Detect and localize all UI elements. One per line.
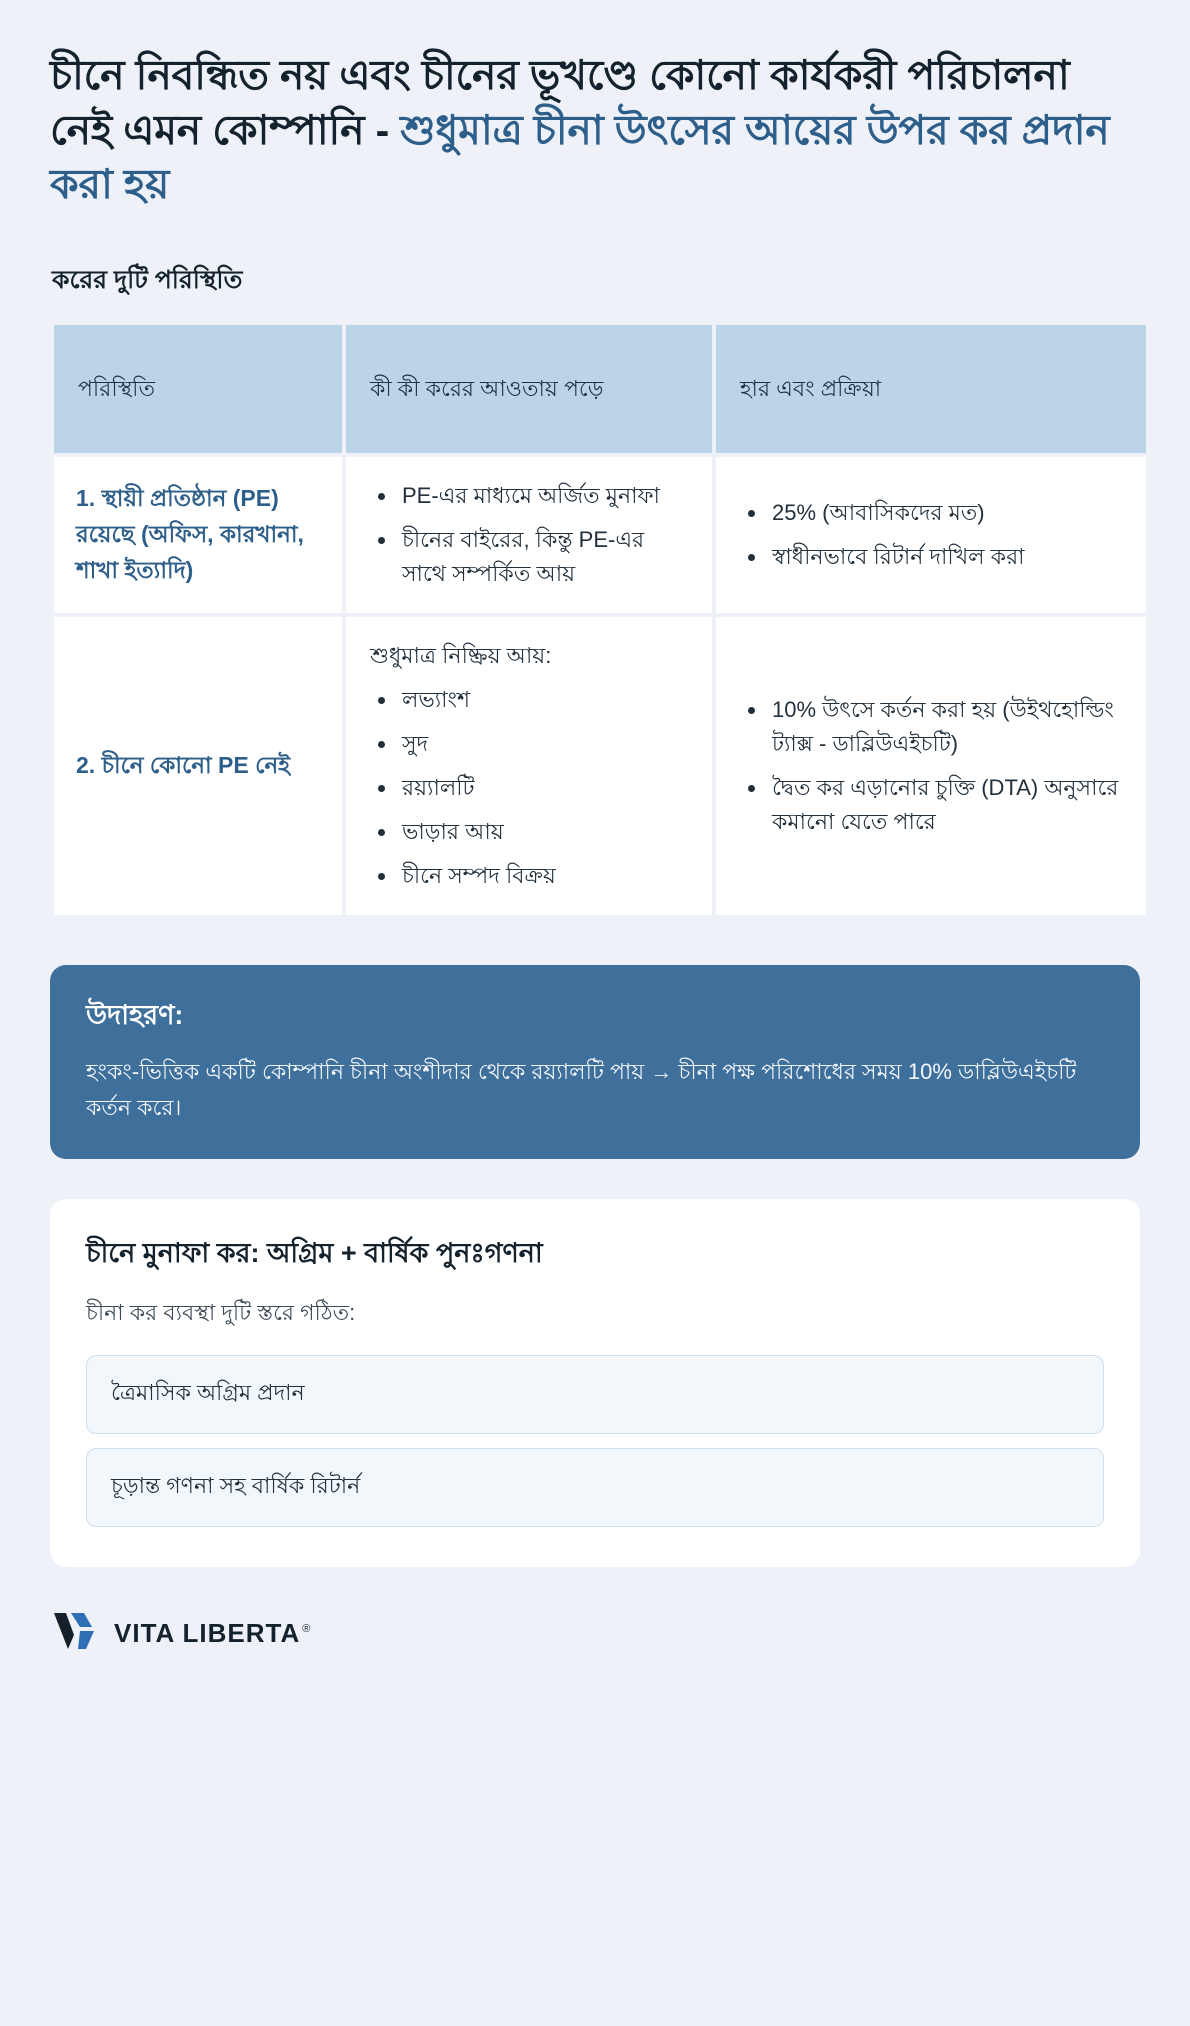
profit-tax-subtitle: চীনা কর ব্যবস্থা দুটি স্তরে গঠিত: bbox=[86, 1299, 356, 1325]
table-row bbox=[54, 617, 1146, 916]
footer-logo bbox=[50, 1611, 1140, 1656]
table-cell-scope-2 bbox=[346, 617, 712, 916]
table-cell-case-2 bbox=[54, 617, 342, 916]
step-item-annual: চূড়ান্ত গণনা সহ বার্ষিক রিটার্ন bbox=[86, 1448, 1104, 1527]
tax-scenarios-table bbox=[50, 321, 1150, 920]
list-item: • দ্বৈত কর এড়ানোর চুক্তি (DTA) অনুসারে কমানো যেতে পারে bbox=[768, 771, 1124, 839]
title-accent-line-1: শুধুমাত্র চীনা উৎসের আয়ের উপর কর প্রদান bbox=[400, 106, 1110, 153]
table-header-scope: কী কী করের আওতায় পড়ে bbox=[346, 325, 712, 453]
table-cell-case-1 bbox=[54, 457, 342, 613]
case-label-2: 2. চীনে কোনো PE নেই bbox=[76, 752, 291, 779]
list-item: • চীনের বাইরের, কিন্তু PE-এর সাথে সম্পর্কিত আয় bbox=[398, 523, 690, 591]
profit-tax-card bbox=[50, 1199, 1140, 1567]
table-header-row bbox=[54, 325, 1146, 453]
profit-tax-heading: চীনে মুনাফা কর: অগ্রিম + বার্ষিক পুনঃগণনা bbox=[86, 1237, 543, 1268]
list-item: • রয়্যালটি bbox=[398, 771, 690, 805]
list-item: • সুদ bbox=[398, 727, 690, 761]
example-callout bbox=[50, 965, 1140, 1158]
rate-list-1 bbox=[738, 496, 1124, 574]
step-item-quarterly: ত্রৈমাসিক অগ্রিম প্রদান bbox=[86, 1355, 1104, 1434]
brand-label: VITA LIBERTA bbox=[114, 1617, 301, 1648]
list-item: • 10% উৎসে কর্তন করা হয় (উইথহোল্ডিং ট্যাক্স - ডাব্লিউএইচটি) bbox=[768, 693, 1124, 761]
title-line-2: কার্যকরী পরিচালনা নেই এমন কোম্পানি - bbox=[50, 52, 1070, 153]
example-text: হংকং-ভিত্তিক একটি কোম্পানি চীনা অংশীদার থেকে রয়্যালটি পায় → চীনা পক্ষ পরিশোধের সময় 10% ডাব্লিউএইচটি কর্তন করে। bbox=[86, 1059, 1077, 1120]
list-item: • চীনে সম্পদ বিক্রয় bbox=[398, 859, 690, 893]
brand-name bbox=[114, 1618, 311, 1649]
scope-list-2 bbox=[368, 683, 690, 893]
vita-liberta-logo-icon bbox=[54, 1611, 100, 1656]
section-label: করের দুটি পরিস্থিতি bbox=[52, 265, 243, 294]
table-row bbox=[54, 457, 1146, 613]
trademark-symbol: ® bbox=[302, 1623, 312, 1636]
table-cell-rate-1 bbox=[716, 457, 1146, 613]
scope-lead-2: শুধুমাত্র নিষ্ক্রিয় আয়: bbox=[370, 642, 552, 668]
list-item: • ভাড়ার আয় bbox=[398, 815, 690, 849]
table-cell-scope-1 bbox=[346, 457, 712, 613]
scope-list-1 bbox=[368, 479, 690, 591]
title-line-1: চীনে নিবন্ধিত নয় এবং চীনের ভূখণ্ডে কোনো bbox=[50, 52, 759, 98]
list-item: • স্বাধীনভাবে রিটার্ন দাখিল করা bbox=[768, 540, 1124, 574]
table-header-rate: হার এবং প্রক্রিয়া bbox=[716, 325, 1146, 453]
list-item: • লভ্যাংশ bbox=[398, 683, 690, 717]
table-cell-rate-2 bbox=[716, 617, 1146, 916]
table-header-situation: পরিস্থিতি bbox=[54, 325, 342, 453]
list-item: • PE-এর মাধ্যমে অর্জিত মুনাফা bbox=[398, 479, 690, 513]
example-heading: উদাহরণ: bbox=[86, 1000, 184, 1031]
page-title bbox=[50, 48, 1140, 212]
rate-list-2 bbox=[738, 693, 1124, 839]
case-label-1: 1. স্থায়ী প্রতিষ্ঠান (PE) রয়েছে (অফিস, কারখানা, শাখা ইত্যাদি) bbox=[76, 485, 304, 583]
title-accent-line-2: করা হয় bbox=[50, 161, 170, 208]
list-item: • 25% (আবাসিকদের মত) bbox=[768, 496, 1124, 530]
